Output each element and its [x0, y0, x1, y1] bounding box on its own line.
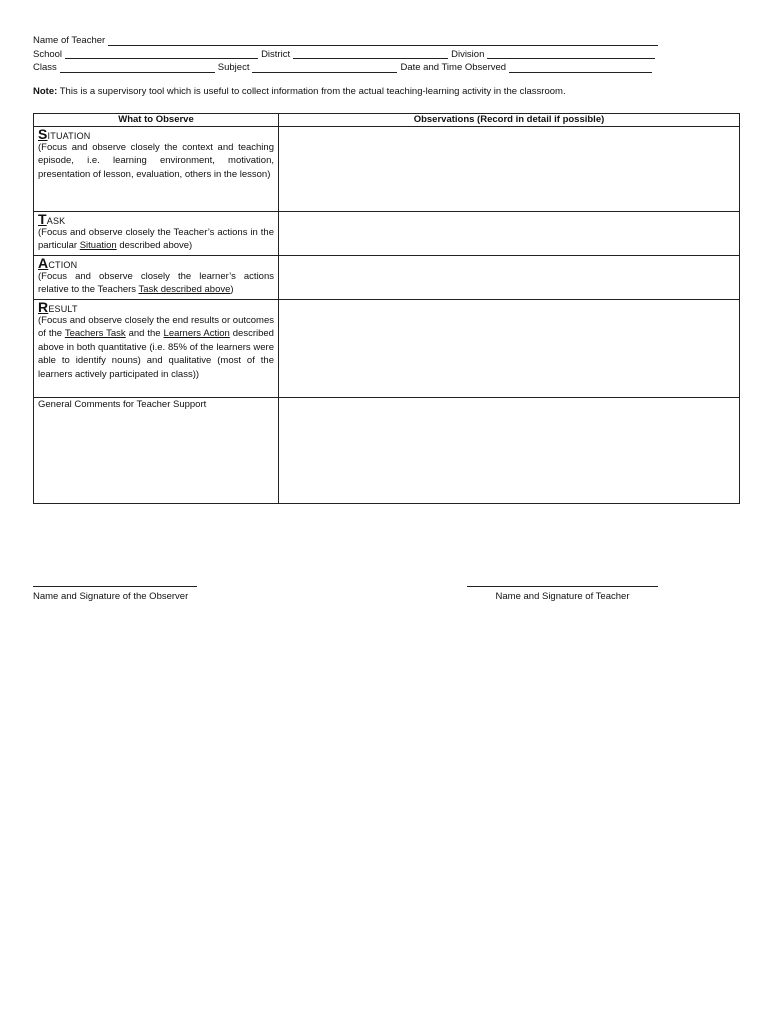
result-observation-field[interactable]	[279, 300, 740, 398]
observer-signature-block	[33, 586, 197, 602]
class-field[interactable]	[60, 63, 215, 73]
teacher-signature-caption: Name and Signature of Teacher	[495, 591, 630, 602]
task-observation-field[interactable]	[279, 212, 740, 256]
observation-table	[33, 113, 740, 504]
general-comments-label: General Comments for Teacher Support	[38, 399, 207, 410]
division-field[interactable]	[487, 49, 655, 59]
school-line	[33, 48, 665, 62]
note	[33, 86, 566, 97]
task-cell	[34, 212, 279, 256]
table-row-result	[34, 300, 740, 398]
observer-signature-line[interactable]	[33, 586, 197, 587]
general-comments-cell	[34, 398, 279, 504]
action-description: (Focus and observe closely the learner’s actions relative to the Teachers Task described above)	[38, 271, 274, 296]
teacher-name-label: Name of Teacher	[33, 35, 106, 46]
result-cell	[34, 300, 279, 398]
table-header-row	[34, 114, 740, 127]
school-label: School	[33, 48, 63, 60]
result-description: (Focus and observe closely the end results or outcomes of the Teachers Task and the Learners Action described above in both quantitative (i.e. 85% of the learners were able to identify nouns) and qualitative (most of the learners actively participated in class))	[38, 315, 274, 380]
action-observation-field[interactable]	[279, 256, 740, 300]
teacher-name-field[interactable]	[108, 36, 658, 46]
table-row-task	[34, 212, 740, 256]
situation-description: (Focus and observe closely the context and teaching episode, i.e. learning environment, motivation, presentation of lesson, evaluation, others in the lesson)	[38, 142, 274, 180]
teacher-signature-line[interactable]	[467, 586, 658, 587]
task-heading: TASK	[38, 211, 66, 227]
class-line	[33, 61, 665, 75]
situation-cell	[34, 127, 279, 212]
division-label: Division	[451, 48, 485, 60]
district-label: District	[261, 48, 291, 60]
col-what-to-observe: What to Observe	[34, 114, 279, 127]
class-label: Class	[33, 62, 57, 73]
observer-signature-caption: Name and Signature of the Observer	[33, 591, 189, 602]
note-text: This is a supervisory tool which is useful to collect information from the actual teaching-learning activity in the classroom.	[59, 86, 566, 97]
situation-observation-field[interactable]	[279, 127, 740, 212]
subject-label: Subject	[217, 62, 250, 73]
situation-heading: SITUATION	[38, 126, 91, 142]
general-comments-field[interactable]	[279, 398, 740, 504]
action-cell	[34, 256, 279, 300]
teacher-signature-block	[467, 586, 658, 602]
school-field[interactable]	[65, 49, 258, 59]
date-time-field[interactable]	[509, 63, 652, 73]
col-observations: Observations (Record in detail if possible)	[279, 114, 740, 127]
district-field[interactable]	[293, 49, 448, 59]
note-label: Note:	[33, 86, 58, 97]
subject-field[interactable]	[252, 63, 397, 73]
teacher-name-line	[33, 34, 665, 48]
table-row-action	[34, 256, 740, 300]
table-row-situation	[34, 127, 740, 212]
task-description: (Focus and observe closely the Teacher’s actions in the particular Situation described above)	[38, 227, 274, 252]
result-heading: RESULT	[38, 299, 78, 315]
table-row-general-comments	[34, 398, 740, 504]
teacher-info-header	[33, 34, 665, 75]
action-heading: ACTION	[38, 255, 78, 271]
date-time-label: Date and Time Observed	[400, 62, 507, 73]
